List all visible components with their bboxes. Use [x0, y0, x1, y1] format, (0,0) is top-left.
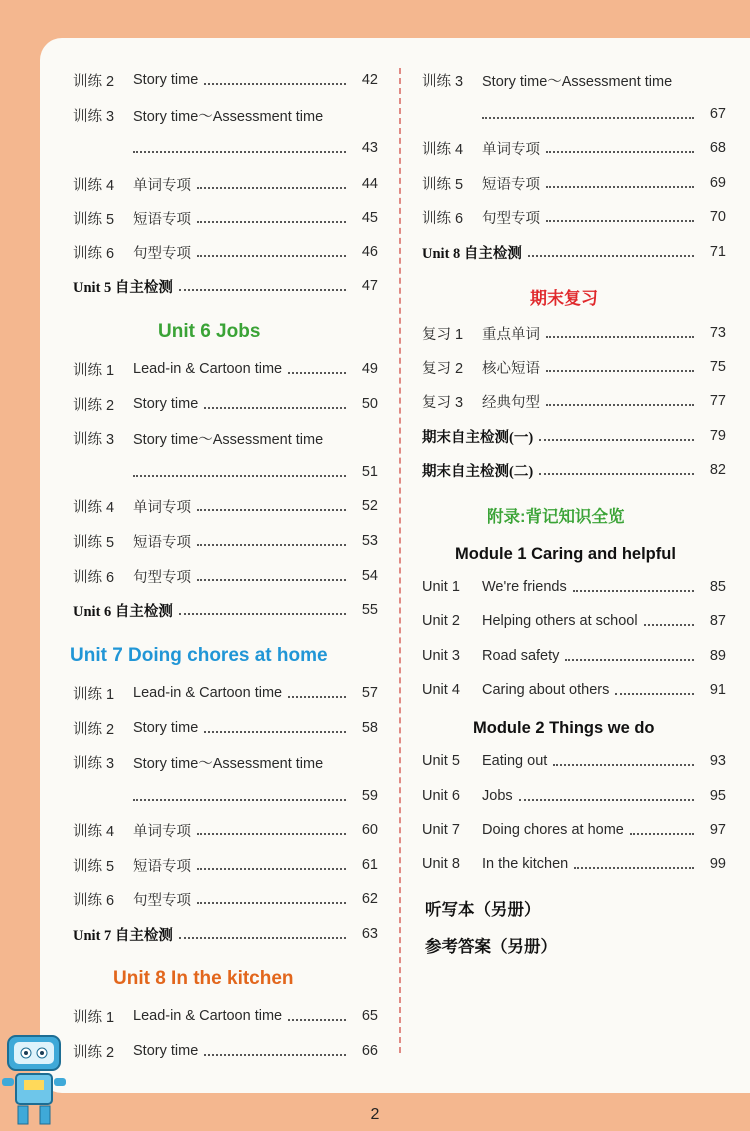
entry-title: Caring about others — [482, 682, 610, 698]
dot-leader — [574, 867, 694, 869]
entry-title: 句型专项 — [482, 210, 540, 227]
entry-label: 训练 5 — [422, 176, 464, 193]
entry-label: 复习 3 — [422, 394, 464, 411]
entry-label: 训练 2 — [73, 1044, 115, 1061]
toc-entry — [422, 68, 726, 92]
dot-leader — [197, 868, 346, 870]
dot-leader — [133, 151, 346, 153]
toc-entry — [422, 852, 726, 876]
toc-entry — [73, 716, 378, 740]
entry-title: Doing chores at home — [482, 822, 624, 838]
toc-entry — [422, 136, 726, 160]
page-ref: 82 — [709, 462, 726, 478]
entry-title: 句型专项 — [133, 892, 191, 909]
page-ref: 66 — [361, 1043, 378, 1059]
dot-leader — [546, 336, 694, 338]
dot-leader — [539, 439, 694, 441]
toc-entry — [73, 1039, 378, 1063]
dot-leader — [644, 624, 694, 626]
toc-test-entry — [422, 458, 726, 482]
page-ref: 71 — [709, 244, 726, 260]
toc-entry — [422, 205, 726, 229]
entry-title: Story time — [133, 1043, 199, 1059]
toc-entry — [422, 749, 726, 773]
page-ref: 63 — [361, 926, 378, 942]
dot-leader — [539, 473, 694, 475]
entry-title: Story time — [133, 396, 199, 412]
toc-test-entry — [73, 274, 378, 298]
toc-entry — [73, 494, 378, 518]
toc-continuation — [73, 784, 378, 808]
entry-label: 训练 6 — [422, 210, 464, 227]
entry-label: 训练 4 — [422, 141, 464, 158]
column-divider — [399, 68, 401, 1053]
entry-title: Story time — [133, 72, 199, 88]
page-ref: 50 — [361, 396, 378, 412]
dot-leader — [179, 289, 346, 291]
toc-entry — [73, 103, 378, 127]
entry-label: Unit 1 — [422, 579, 460, 595]
dot-leader — [546, 186, 694, 188]
dot-leader — [197, 187, 346, 189]
entry-label: Unit 4 — [422, 682, 460, 698]
toc-test-entry — [73, 922, 378, 946]
entry-label: 训练 1 — [73, 362, 115, 379]
entry-title: 句型专项 — [133, 245, 191, 262]
section-heading: Module 2 Things we do — [473, 718, 655, 737]
dot-leader — [204, 731, 346, 733]
page-ref: 85 — [709, 579, 726, 595]
page-ref: 77 — [709, 393, 726, 409]
toc-entry — [422, 321, 726, 345]
page-ref: 95 — [709, 788, 726, 804]
entry-label: 训练 4 — [73, 177, 115, 194]
entry-label: Unit 5 — [422, 753, 460, 769]
entry-title: 短语专项 — [133, 211, 191, 228]
entry-label: 训练 3 — [422, 73, 464, 90]
dot-leader — [204, 83, 346, 85]
entry-title: 单词专项 — [482, 141, 540, 158]
dot-leader — [197, 255, 346, 257]
entry-label: 训练 3 — [73, 108, 115, 125]
toc-entry — [422, 818, 726, 842]
entry-title: 短语专项 — [133, 534, 191, 551]
toc-entry — [73, 750, 378, 774]
dot-leader — [197, 579, 346, 581]
page-ref: 60 — [361, 822, 378, 838]
entry-title: Story time — [133, 720, 199, 736]
toc-entry — [73, 172, 378, 196]
entry-title: Road safety — [482, 648, 560, 664]
toc-test-entry — [422, 424, 726, 448]
page-ref: 51 — [361, 464, 378, 480]
entry-label: 训练 1 — [73, 686, 115, 703]
page-ref: 73 — [709, 325, 726, 341]
dot-leader — [482, 117, 694, 119]
toc-entry — [422, 355, 726, 379]
entry-title: Jobs — [482, 788, 513, 804]
toc-entry — [73, 206, 378, 230]
page-ref: 87 — [709, 613, 726, 629]
page-ref: 49 — [361, 361, 378, 377]
entry-title: Helping others at school — [482, 613, 638, 629]
dot-leader — [528, 255, 694, 257]
page-ref: 61 — [361, 857, 378, 873]
toc-entry — [73, 426, 378, 450]
entry-label: 训练 4 — [73, 823, 115, 840]
page-ref: 47 — [361, 278, 378, 294]
entry-title: We're friends — [482, 579, 567, 595]
page-ref: 55 — [361, 602, 378, 618]
toc-entry — [422, 389, 726, 413]
page-ref: 58 — [361, 720, 378, 736]
toc-entry — [73, 681, 378, 705]
section-heading: Unit 7 Doing chores at home — [70, 645, 328, 666]
section-heading: 听写本（另册） — [425, 901, 541, 919]
page-ref: 44 — [361, 176, 378, 192]
dot-leader — [288, 1019, 346, 1021]
dot-leader — [565, 659, 694, 661]
toc-entry — [73, 68, 378, 92]
dot-leader — [288, 372, 346, 374]
entry-title: 短语专项 — [133, 858, 191, 875]
page-ref: 97 — [709, 822, 726, 838]
dot-leader — [179, 937, 346, 939]
toc-entry — [422, 784, 726, 808]
toc-entry — [73, 1004, 378, 1028]
entry-title: Unit 5 自主检测 — [73, 279, 173, 296]
page-number: 2 — [370, 1106, 380, 1123]
page-ref: 57 — [361, 685, 378, 701]
page-ref: 53 — [361, 533, 378, 549]
entry-label: 训练 1 — [73, 1009, 115, 1026]
page-ref: 46 — [361, 244, 378, 260]
dot-leader — [546, 151, 694, 153]
toc-entry — [422, 171, 726, 195]
page-ref: 99 — [709, 856, 726, 872]
section-heading: 附录:背记知识全览 — [487, 508, 625, 526]
entry-label: 训练 6 — [73, 245, 115, 262]
toc-entry — [73, 818, 378, 842]
dot-leader — [288, 696, 346, 698]
entry-label: 训练 2 — [73, 397, 115, 414]
entry-label: Unit 7 — [422, 822, 460, 838]
entry-title: Eating out — [482, 753, 548, 769]
toc-entry — [73, 240, 378, 264]
entry-label: Unit 6 — [422, 788, 460, 804]
toc-entry — [73, 529, 378, 553]
page-ref: 91 — [709, 682, 726, 698]
entry-title: Unit 8 自主检测 — [422, 245, 522, 262]
entry-title: Story time～Assessment time — [133, 755, 324, 772]
dot-leader — [204, 407, 346, 409]
entry-label: 训练 4 — [73, 499, 115, 516]
entry-title: 期末自主检测(二) — [422, 463, 534, 480]
entry-title: 句型专项 — [133, 569, 191, 586]
page-ref: 42 — [361, 72, 378, 88]
section-heading: Unit 6 Jobs — [158, 321, 261, 342]
entry-label: 复习 2 — [422, 360, 464, 377]
entry-title: Story time～Assessment time — [133, 108, 324, 125]
entry-label: 训练 5 — [73, 211, 115, 228]
toc-entry — [73, 357, 378, 381]
entry-label: 训练 6 — [73, 892, 115, 909]
dot-leader — [133, 799, 346, 801]
toc-entry — [422, 678, 726, 702]
dot-leader — [133, 475, 346, 477]
entry-title: Unit 6 自主检测 — [73, 603, 173, 620]
page-ref: 65 — [361, 1008, 378, 1024]
toc-entry — [422, 609, 726, 633]
dot-leader — [197, 833, 346, 835]
toc-test-entry — [73, 598, 378, 622]
toc-entry — [73, 853, 378, 877]
page-ref: 59 — [361, 788, 378, 804]
dot-leader — [197, 509, 346, 511]
toc-continuation — [73, 460, 378, 484]
toc-continuation — [422, 102, 726, 126]
dot-leader — [204, 1054, 346, 1056]
dot-leader — [553, 764, 694, 766]
dot-leader — [546, 370, 694, 372]
entry-label: 训练 5 — [73, 858, 115, 875]
entry-title: 单词专项 — [133, 823, 191, 840]
dot-leader — [546, 220, 694, 222]
dot-leader — [197, 902, 346, 904]
page-ref: 79 — [709, 428, 726, 444]
page-ref: 75 — [709, 359, 726, 375]
page-ref: 52 — [361, 498, 378, 514]
page-ref: 69 — [709, 175, 726, 191]
entry-title: In the kitchen — [482, 856, 569, 872]
entry-title: Story time～Assessment time — [482, 73, 673, 90]
entry-title: 重点单词 — [482, 326, 540, 343]
entry-title: 期末自主检测(一) — [422, 429, 534, 446]
page-ref: 54 — [361, 568, 378, 584]
entry-label: Unit 2 — [422, 613, 460, 629]
entry-label: Unit 3 — [422, 648, 460, 664]
entry-label: 训练 2 — [73, 721, 115, 738]
section-heading: 参考答案（另册） — [425, 938, 557, 956]
dot-leader — [630, 833, 694, 835]
dot-leader — [197, 544, 346, 546]
page-ref: 89 — [709, 648, 726, 664]
page-ref: 70 — [709, 209, 726, 225]
toc-test-entry — [422, 240, 726, 264]
page-ref: 62 — [361, 891, 378, 907]
entry-label: Unit 8 — [422, 856, 460, 872]
entry-label: 复习 1 — [422, 326, 464, 343]
page-ref: 43 — [361, 140, 378, 156]
entry-title: 单词专项 — [133, 177, 191, 194]
page-ref: 67 — [709, 106, 726, 122]
dot-leader — [179, 613, 346, 615]
toc-continuation — [73, 136, 378, 160]
entry-label: 训练 6 — [73, 569, 115, 586]
section-heading: Unit 8 In the kitchen — [113, 968, 294, 989]
entry-title: Story time～Assessment time — [133, 431, 324, 448]
entry-title: Lead-in & Cartoon time — [133, 1008, 283, 1024]
entry-label: 训练 3 — [73, 431, 115, 448]
entry-title: 单词专项 — [133, 499, 191, 516]
entry-title: 核心短语 — [482, 360, 540, 377]
dot-leader — [615, 693, 694, 695]
entry-title: Lead-in & Cartoon time — [133, 685, 283, 701]
toc-entry — [422, 575, 726, 599]
toc-entry — [73, 564, 378, 588]
entry-label: 训练 5 — [73, 534, 115, 551]
section-heading: Module 1 Caring and helpful — [455, 544, 676, 563]
page-ref: 93 — [709, 753, 726, 769]
page-ref: 45 — [361, 210, 378, 226]
toc-entry — [73, 887, 378, 911]
entry-label: 训练 3 — [73, 755, 115, 772]
dot-leader — [197, 221, 346, 223]
dot-leader — [546, 404, 694, 406]
entry-title: 短语专项 — [482, 176, 540, 193]
entry-label: 训练 2 — [73, 73, 115, 90]
section-heading: 期末复习 — [530, 288, 598, 308]
entry-title: Lead-in & Cartoon time — [133, 361, 283, 377]
entry-title: Unit 7 自主检测 — [73, 927, 173, 944]
page-ref: 68 — [709, 140, 726, 156]
dot-leader — [573, 590, 694, 592]
entry-title: 经典句型 — [482, 394, 540, 411]
toc-entry — [73, 392, 378, 416]
toc-entry — [422, 644, 726, 668]
dot-leader — [519, 799, 694, 801]
